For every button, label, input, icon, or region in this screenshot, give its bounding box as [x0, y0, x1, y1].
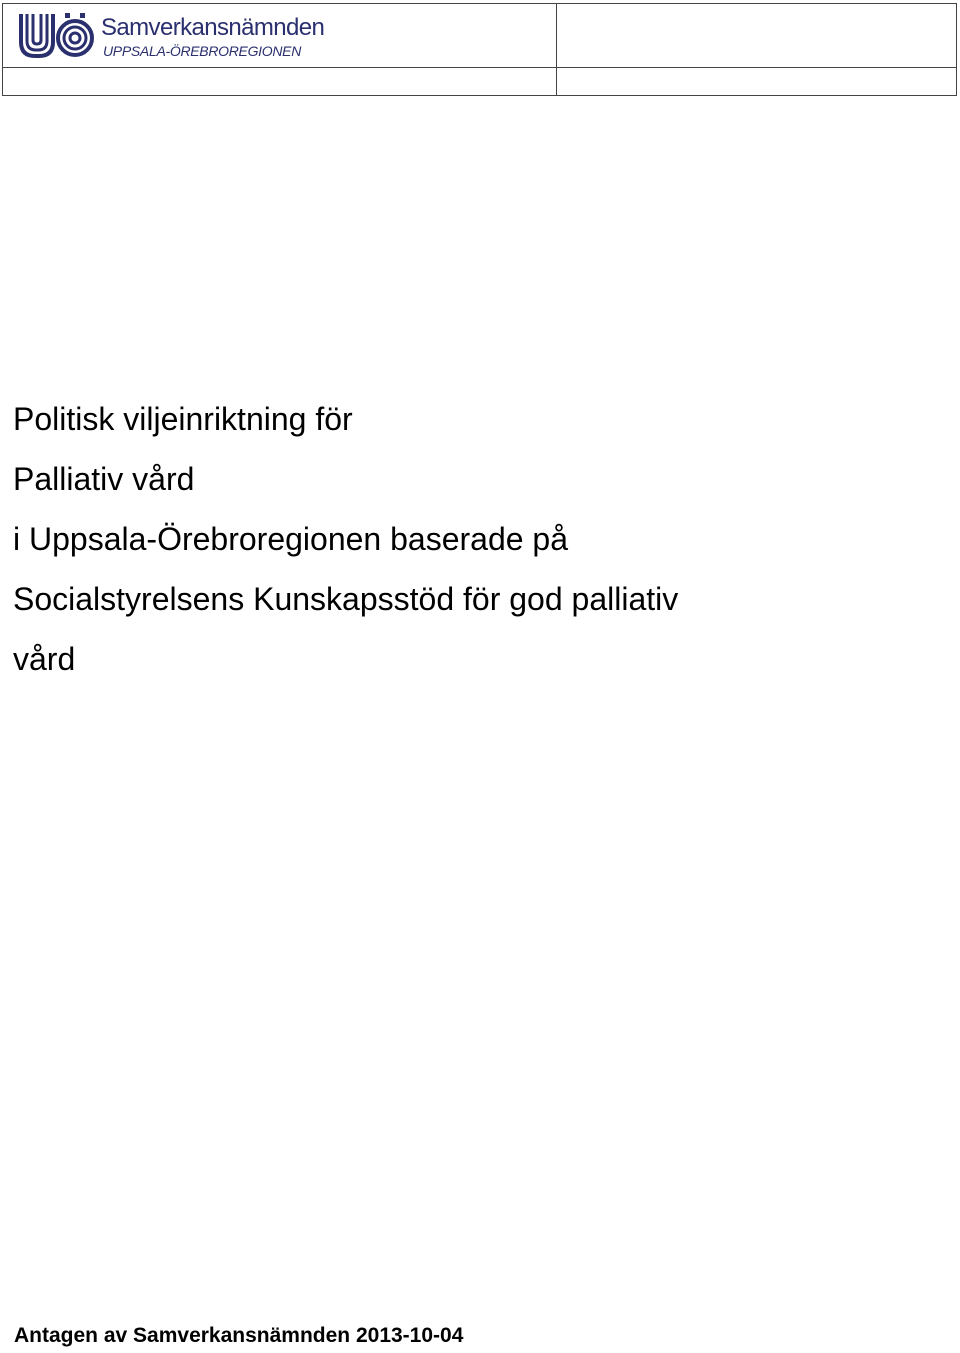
table-divider-horizontal [3, 67, 956, 68]
title-line: Palliativ vård [13, 461, 195, 497]
table-divider-vertical [556, 4, 557, 95]
logo-subtitle: UPPSALA-ÖREBROREGIONEN [103, 43, 301, 59]
title-line: vård [13, 641, 76, 677]
logo-mark-icon [17, 12, 95, 58]
header-table [2, 3, 957, 96]
logo [17, 12, 337, 62]
title-line: Politisk viljeinriktning för [13, 401, 353, 437]
title-line: Socialstyrelsens Kunskapsstöd för god palliativ [13, 581, 679, 617]
logo-name: Samverkansnämnden [101, 14, 325, 41]
adoption-note: Antagen av Samverkansnämnden 2013-10-04 [14, 1324, 464, 1347]
document-title [13, 389, 913, 689]
title-line: i Uppsala-Örebroregionen baserade på [13, 521, 569, 557]
